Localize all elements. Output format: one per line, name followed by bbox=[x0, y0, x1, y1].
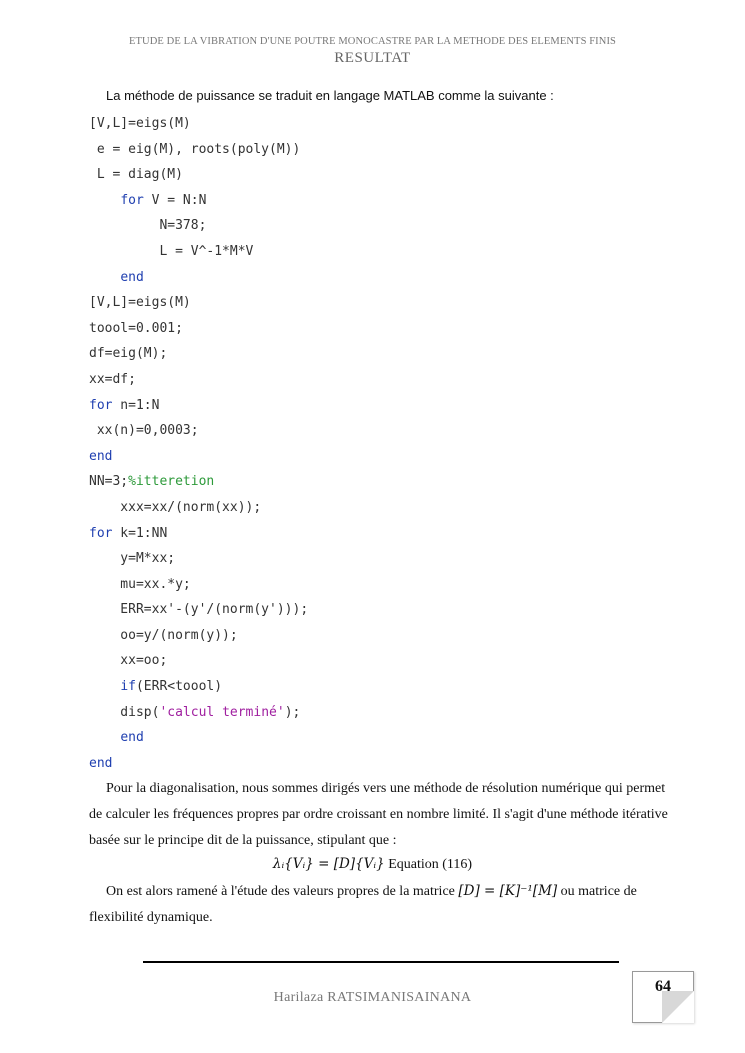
code-keyword: for bbox=[89, 397, 113, 413]
code-line: ERR=xx'-(y'/(norm(y'))); bbox=[89, 602, 309, 618]
code-keyword: end bbox=[89, 755, 113, 771]
code-line: for n=1:N bbox=[89, 397, 160, 413]
code-line: for k=1:NN bbox=[89, 525, 168, 541]
code-line: NN=3;%itteretion bbox=[89, 474, 215, 490]
page-number-box bbox=[632, 971, 694, 1023]
code-line bbox=[89, 269, 689, 295]
page-number: 64 bbox=[655, 978, 671, 995]
code-keyword: for bbox=[89, 525, 113, 541]
matrix-formula: [D] = [K]⁻¹[M] bbox=[458, 883, 558, 899]
code-line: disp('calcul terminé'); bbox=[89, 704, 301, 720]
code-line: xx=df; bbox=[89, 371, 136, 387]
matlab-code-block bbox=[89, 115, 689, 780]
code-line: [V,L]=eigs(M) bbox=[89, 295, 191, 311]
code-keyword: end bbox=[89, 448, 113, 464]
running-header-section: RESULTAT bbox=[334, 50, 411, 66]
footer-divider bbox=[143, 961, 619, 963]
paragraph-flexibility bbox=[89, 879, 669, 931]
paragraph-text: ou matrice de flexibilité dynamique. bbox=[89, 884, 637, 925]
footer-author: Harilaza RATSIMANISAINANA bbox=[273, 990, 472, 1005]
equation-116 bbox=[0, 853, 745, 876]
code-line: xx=oo; bbox=[89, 653, 168, 669]
code-keyword: for bbox=[120, 192, 144, 208]
code-keyword: end bbox=[120, 730, 144, 746]
code-line: toool=0.001; bbox=[89, 320, 183, 336]
code-line: e = eig(M), roots(poly(M)) bbox=[89, 141, 301, 157]
code-line: oo=y/(norm(y)); bbox=[89, 627, 238, 643]
code-keyword: if bbox=[120, 679, 136, 695]
code-string: 'calcul terminé' bbox=[159, 704, 285, 720]
code-line: xx(n)=0,0003; bbox=[89, 423, 199, 439]
code-comment: %itteretion bbox=[128, 474, 215, 490]
code-line bbox=[89, 729, 689, 755]
equation-formula: λᵢ{Vᵢ} = [D]{Vᵢ} bbox=[272, 856, 385, 872]
code-line: xxx=xx/(norm(xx)); bbox=[89, 499, 262, 515]
code-line: for V = N:N bbox=[120, 192, 207, 208]
code-line: if(ERR<toool) bbox=[120, 679, 223, 695]
code-keyword: end bbox=[120, 269, 144, 285]
code-line: y=M*xx; bbox=[89, 551, 176, 567]
code-line: N=378; bbox=[89, 218, 207, 234]
paragraph-diagonalisation: Pour la diagonalisation, nous sommes dirigés vers une méthode de résolution numérique qui permet de calculer les fréquences propres par ordre croissant en nombre limité. Il s'agit d'une méthode itérative basée sur le principe dit de la puissance, stipulant que : bbox=[89, 781, 668, 848]
code-line: L = V^-1*M*V bbox=[89, 243, 254, 259]
code-line: [V,L]=eigs(M) bbox=[89, 116, 191, 131]
paragraph-text: On est alors ramené à l'étude des valeurs propres de la matrice bbox=[106, 884, 459, 899]
page-curl-icon bbox=[662, 991, 694, 1023]
code-line: mu=xx.*y; bbox=[89, 576, 191, 592]
equation-label: Equation (116) bbox=[388, 857, 473, 872]
running-header-title: ETUDE DE LA VIBRATION D'UNE POUTRE MONOCASTRE PAR LA METHODE DES ELEMENTS FINIS bbox=[129, 36, 616, 47]
code-line: L = diag(M) bbox=[89, 167, 183, 183]
code-line bbox=[89, 448, 689, 474]
intro-sentence: La méthode de puissance se traduit en langage MATLAB comme la suivante : bbox=[106, 88, 554, 103]
code-line: df=eig(M); bbox=[89, 346, 168, 362]
